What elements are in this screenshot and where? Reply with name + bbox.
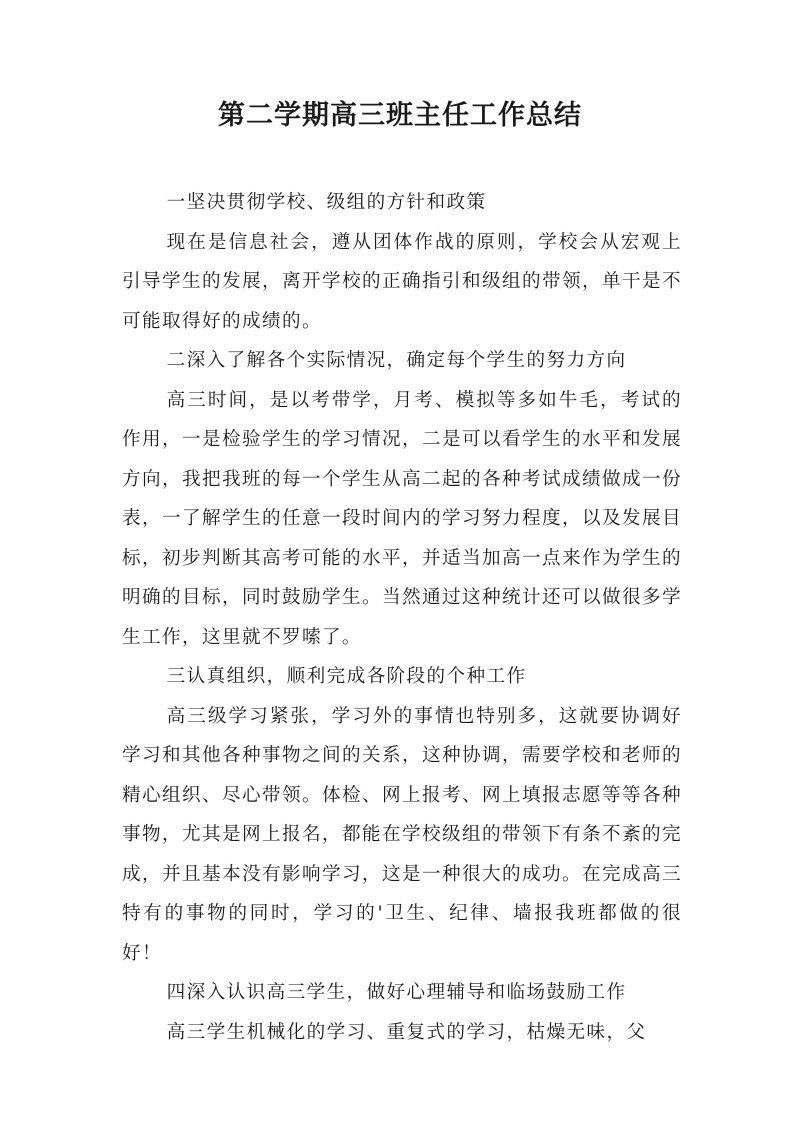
- paragraph-1: 现在是信息社会，遵从团体作战的原则，学校会从宏观上引导学生的发展，离开学校的正确指引和级组的带领，单干是不可能取得好的成绩的。: [122, 231, 682, 332]
- section-heading-3: 三认真组织，顺利完成各阶段的个种工作: [166, 666, 527, 687]
- document-title: 第二学期高三班主任工作总结: [218, 100, 582, 131]
- paragraph-3: 高三级学习紧张，学习外的事情也特别多，这就要协调好学习和其他各种事物之间的关系，这种协调，需要学校和老师的精心组织、尽心带领。体检、网上报考、网上填报志愿等等各种事物，尤其是网上报名，都能在学校级组的带领下有条不紊的完成，并且基本没有影响学习，这是一种很大的成功。在完成高三特有的事物的同时，学习的'卫生、纪律、墙报我班都做的很好！: [122, 705, 682, 964]
- section-heading-1: 一坚决贯彻学校、级组的方针和政策: [166, 192, 487, 213]
- paragraph-2: 高三时间，是以考带学，月考、模拟等多如牛毛，考试的作用，一是检验学生的学习情况，二是可以看学生的水平和发展方向，我把我班的每一个学生从高二起的各种考试成绩做成一份表，一了解学生的任意一段时间内的学习努力程度，以及发展目标，初步判断其高考可能的水平，并适当加高一点来作为学生的明确的目标，同时鼓励学生。当然通过这种统计还可以做很多学生工作，这里就不罗嗦了。: [122, 389, 682, 648]
- section-heading-4: 四深入认识高三学生，做好心理辅导和临场鼓励工作: [166, 982, 627, 1003]
- paragraph-4: 高三学生机械化的学习、重复式的学习，枯燥无味，父: [166, 1021, 647, 1043]
- section-heading-2: 二深入了解各个实际情况，确定每个学生的努力方向: [166, 350, 627, 371]
- document-body: [122, 183, 682, 1052]
